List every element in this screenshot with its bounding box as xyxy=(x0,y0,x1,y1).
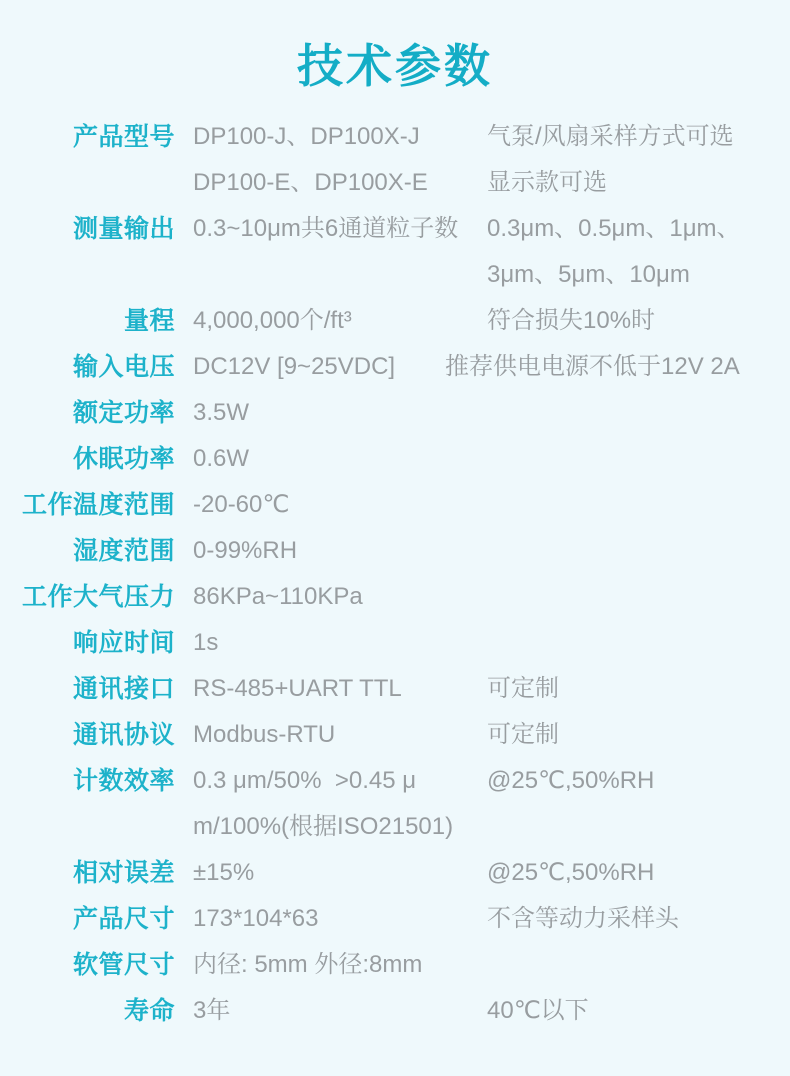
spec-row-input-voltage xyxy=(0,344,790,390)
spec-row-hose-dimensions xyxy=(0,942,790,988)
row-label: 寿命 xyxy=(123,997,175,1025)
value-line: 0.3 μm/50% >0.45 μ xyxy=(193,767,417,794)
row-note xyxy=(487,298,790,344)
note-line: 3μm、5μm、10μm xyxy=(487,261,690,288)
value-line: 4,000,000个/ft³ xyxy=(193,307,352,334)
row-note xyxy=(487,850,790,896)
spec-row-sleep-power xyxy=(0,436,790,482)
value-line: DP100-E、DP100X-E xyxy=(193,169,428,196)
value-line: DC12V [9~25VDC] xyxy=(193,353,396,380)
spec-row-measurement-output xyxy=(0,206,790,298)
note-line: 40℃以下 xyxy=(487,997,589,1024)
row-label: 工作温度范围 xyxy=(21,491,175,519)
value-line: m/100%(根据ISO21501) xyxy=(193,813,454,840)
row-label: 软管尺寸 xyxy=(72,951,175,979)
row-value xyxy=(193,758,487,850)
row-label: 休眠功率 xyxy=(72,445,175,473)
row-label: 响应时间 xyxy=(72,629,175,657)
row-value xyxy=(193,850,487,896)
spec-row-atmospheric-pressure xyxy=(0,574,790,620)
spec-row-counting-efficiency xyxy=(0,758,790,850)
spec-row-product-model xyxy=(0,114,790,206)
row-note xyxy=(487,666,790,712)
spec-row-range xyxy=(0,298,790,344)
value-line: Modbus-RTU xyxy=(193,721,336,748)
value-line: 3年 xyxy=(193,997,231,1024)
value-line: 86KPa~110KPa xyxy=(193,583,363,610)
row-value xyxy=(193,896,487,942)
row-value xyxy=(193,988,487,1034)
note-line: 气泵/风扇采样方式可选 xyxy=(487,123,734,150)
row-note xyxy=(487,114,790,206)
row-label: 通讯接口 xyxy=(72,675,175,703)
row-value xyxy=(193,390,487,436)
note-line: @25℃,50%RH xyxy=(487,767,655,794)
note-line: 可定制 xyxy=(487,675,559,702)
note-line: 0.3μm、0.5μm、1μm、 xyxy=(487,215,741,242)
row-note xyxy=(487,206,790,298)
row-value xyxy=(193,712,487,758)
spec-table xyxy=(0,114,790,1034)
spec-row-product-dimensions xyxy=(0,896,790,942)
row-label: 输入电压 xyxy=(72,353,175,381)
value-line: 0.6W xyxy=(193,445,250,472)
row-label: 产品型号 xyxy=(72,123,175,151)
spec-row-response-time xyxy=(0,620,790,666)
row-note xyxy=(487,896,790,942)
spec-row-rated-power xyxy=(0,390,790,436)
value-line: 1s xyxy=(193,629,219,656)
row-value xyxy=(193,344,487,390)
row-label: 测量输出 xyxy=(72,215,175,243)
row-value xyxy=(193,206,487,252)
spec-row-operating-temperature xyxy=(0,482,790,528)
row-label: 计数效率 xyxy=(72,767,175,795)
row-note xyxy=(487,712,790,758)
row-value xyxy=(193,114,487,206)
note-line: @25℃,50%RH xyxy=(487,859,655,886)
value-line: 0.3~10μm共6通道粒子数 xyxy=(193,215,459,242)
row-value xyxy=(193,528,487,574)
value-line: DP100-J、DP100X-J xyxy=(193,123,420,150)
spec-row-humidity-range xyxy=(0,528,790,574)
value-line: 0-99%RH xyxy=(193,537,298,564)
row-note xyxy=(487,758,790,804)
row-label: 额定功率 xyxy=(72,399,175,427)
row-value xyxy=(193,666,487,712)
page-title: 技术参数 xyxy=(297,40,493,92)
value-line: RS-485+UART TTL xyxy=(193,675,402,702)
value-line: 内径: 5mm 外径:8mm xyxy=(193,951,423,978)
row-note xyxy=(445,344,790,390)
spec-row-relative-error xyxy=(0,850,790,896)
spec-row-comm-protocol xyxy=(0,712,790,758)
row-label: 量程 xyxy=(123,307,175,335)
row-value xyxy=(193,436,487,482)
row-value xyxy=(193,482,487,528)
spec-row-comm-interface xyxy=(0,666,790,712)
row-value xyxy=(193,942,487,988)
row-value xyxy=(193,298,487,344)
value-line: ±15% xyxy=(193,859,255,886)
row-value xyxy=(193,574,487,620)
spec-row-lifespan xyxy=(0,988,790,1034)
note-line: 可定制 xyxy=(487,721,559,748)
value-line: 173*104*63 xyxy=(193,905,319,932)
row-label: 通讯协议 xyxy=(72,721,175,749)
row-note xyxy=(487,988,790,1034)
row-label: 产品尺寸 xyxy=(72,905,175,933)
row-value xyxy=(193,620,487,666)
note-line: 推荐供电电源不低于12V 2A xyxy=(445,353,740,380)
note-line: 不含等动力采样头 xyxy=(487,905,679,932)
value-line: 3.5W xyxy=(193,399,250,426)
row-label: 湿度范围 xyxy=(72,537,175,565)
note-line: 显示款可选 xyxy=(487,169,607,196)
value-line: -20-60℃ xyxy=(193,491,290,518)
row-label: 工作大气压力 xyxy=(21,583,175,611)
note-line: 符合损失10%时 xyxy=(487,307,656,334)
row-label: 相对误差 xyxy=(72,859,175,887)
